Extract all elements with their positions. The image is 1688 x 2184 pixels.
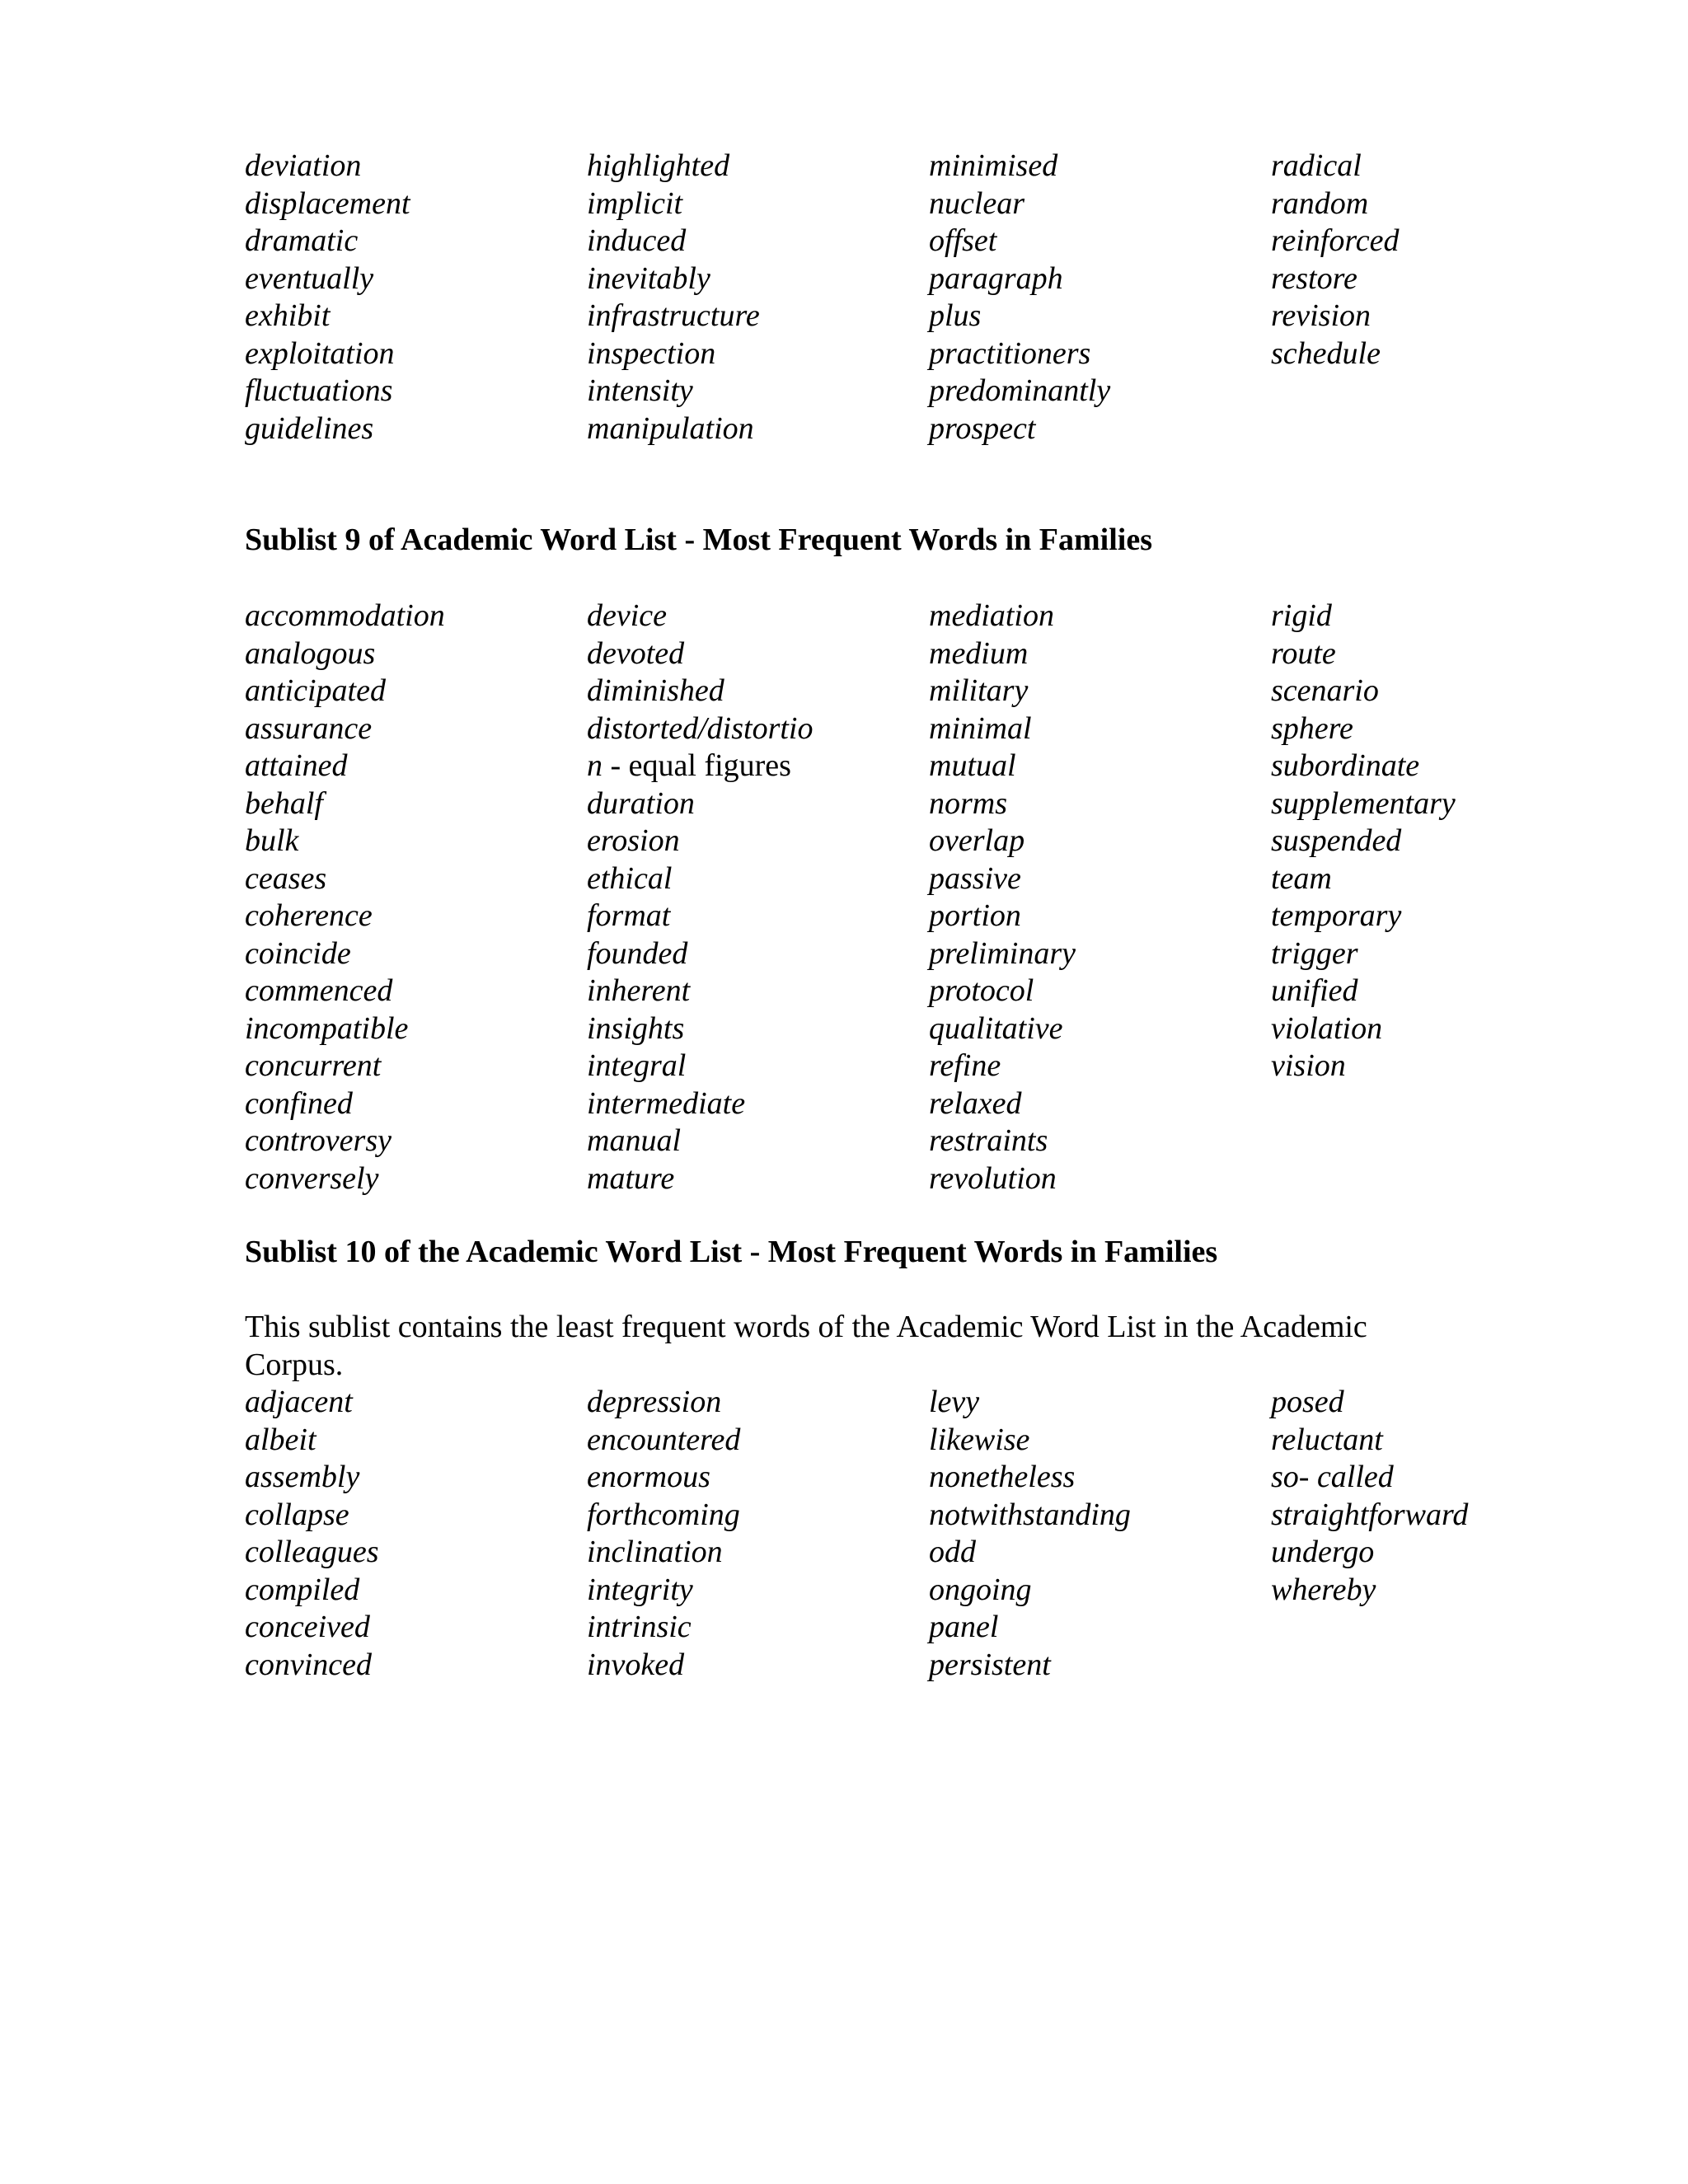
word: route [1271, 635, 1336, 671]
word: coincide [245, 935, 351, 971]
word: eventually [245, 260, 374, 296]
word: norms [929, 785, 1008, 821]
word: so- called [1271, 1460, 1394, 1494]
word: posed [1271, 1385, 1344, 1419]
word: devoted [587, 635, 685, 671]
word: portion [929, 898, 1021, 933]
word: infrastructure [587, 298, 760, 333]
word: prospect [929, 410, 1036, 446]
word: ongoing [929, 1572, 1032, 1607]
word: whereby [1271, 1572, 1376, 1607]
word: military [929, 673, 1029, 708]
word: undergo [1271, 1535, 1375, 1569]
word: concurrent [245, 1048, 382, 1083]
word: reinforced [1271, 223, 1400, 258]
word: insights [587, 1010, 685, 1046]
word: radical [1271, 148, 1362, 183]
word: colleagues [245, 1535, 379, 1569]
word: ethical [587, 860, 673, 896]
sublist-9-heading: Sublist 9 of Academic Word List - Most Frequent Words in Families [245, 523, 1152, 557]
sublist-9-column-4 [1271, 598, 1617, 1085]
word: intermediate [587, 1085, 746, 1121]
word: violation [1271, 1010, 1383, 1046]
word: format [587, 898, 671, 933]
word: subordinate [1271, 748, 1420, 783]
top-list-column-2 [587, 148, 933, 448]
top-list-column-1 [245, 148, 591, 448]
word: qualitative [929, 1010, 1063, 1046]
sublist-10-column-3 [929, 1384, 1275, 1684]
word: restore [1271, 260, 1357, 296]
word: device [587, 598, 668, 633]
word: inevitably [587, 260, 710, 296]
top-word-list [245, 148, 1605, 642]
word: integral [587, 1048, 687, 1083]
word: confined [245, 1085, 353, 1121]
word: plus [929, 298, 982, 333]
word: mediation [929, 598, 1054, 633]
sublist-9-column-1 [245, 598, 591, 1197]
word: fluctuations [245, 373, 393, 408]
word: induced [587, 223, 687, 258]
top-list-column-3 [929, 148, 1275, 448]
word: protocol [929, 973, 1034, 1008]
word: restraints [929, 1123, 1048, 1158]
word: medium [929, 635, 1029, 671]
word: overlap [929, 823, 1025, 858]
word: conceived [245, 1610, 370, 1644]
word: minimal [929, 710, 1032, 746]
word-fragment: n [587, 748, 603, 783]
word: manipulation [587, 410, 754, 446]
sublist-9-word-list [245, 598, 1605, 1207]
sublist-10-heading: Sublist 10 of the Academic Word List - Most Frequent Words in Families [245, 1235, 1218, 1269]
word: invoked [587, 1647, 685, 1682]
top-list-column-4 [1271, 148, 1617, 373]
word: panel [929, 1610, 999, 1644]
sublist-10-word-list [245, 1384, 1605, 1878]
word: assembly [245, 1460, 360, 1494]
word: suspended [1271, 823, 1402, 858]
sublist-10-intro: This sublist contains the least frequent words of the Academic Word List in the Academic Corpus. [245, 1310, 1367, 1382]
word-with-note [587, 748, 933, 785]
word: albeit [245, 1422, 316, 1457]
word: trigger [1271, 935, 1358, 971]
word: practitioners [929, 335, 1091, 371]
word: compiled [245, 1572, 360, 1607]
word: vision [1271, 1048, 1346, 1083]
word: reluctant [1271, 1422, 1383, 1457]
word: relaxed [929, 1085, 1022, 1121]
sublist-9-column-2 [587, 598, 933, 1197]
word: deviation [245, 148, 362, 183]
word: highlighted [587, 148, 730, 183]
word: straightforward [1271, 1497, 1469, 1532]
word: implicit [587, 185, 683, 221]
word: nuclear [929, 185, 1025, 221]
word: revolution [929, 1160, 1057, 1196]
word: schedule [1271, 335, 1381, 371]
word: rigid [1271, 598, 1332, 633]
word: intrinsic [587, 1610, 692, 1644]
word: odd [929, 1535, 976, 1569]
word: integrity [587, 1572, 693, 1607]
word: duration [587, 785, 695, 821]
word: inspection [587, 335, 716, 371]
word: erosion [587, 823, 680, 858]
word: revision [1271, 298, 1372, 333]
word: mature [587, 1160, 675, 1196]
word: passive [929, 860, 1021, 896]
word: bulk [245, 823, 299, 858]
word: ceases [245, 860, 327, 896]
word: intensity [587, 373, 693, 408]
word: temporary [1271, 898, 1402, 933]
word: accommodation [245, 598, 445, 633]
word: collapse [245, 1497, 349, 1532]
word: random [1271, 185, 1369, 221]
word: notwithstanding [929, 1497, 1131, 1532]
word: levy [929, 1385, 980, 1419]
word: guidelines [245, 410, 374, 446]
word: adjacent [245, 1385, 353, 1419]
word: sphere [1271, 710, 1353, 746]
word: minimised [929, 148, 1058, 183]
word: manual [587, 1123, 681, 1158]
word: assurance [245, 710, 373, 746]
word: team [1271, 860, 1332, 896]
word: conversely [245, 1160, 379, 1196]
word: distorted/distortio [587, 710, 814, 746]
word: behalf [245, 785, 323, 821]
word: analogous [245, 635, 376, 671]
word: nonetheless [929, 1460, 1076, 1494]
word: controversy [245, 1123, 392, 1158]
word: depression [587, 1385, 722, 1419]
word: likewise [929, 1422, 1030, 1457]
sublist-10-column-1 [245, 1384, 591, 1684]
equal-figures-note: - equal figures [603, 748, 791, 783]
word: predominantly [929, 373, 1111, 408]
word: commenced [245, 973, 393, 1008]
word: preliminary [929, 935, 1076, 971]
word: inclination [587, 1535, 723, 1569]
word: supplementary [1271, 785, 1456, 821]
word: incompatible [245, 1010, 409, 1046]
sublist-10-column-2 [587, 1384, 933, 1684]
word: mutual [929, 748, 1016, 783]
word: exploitation [245, 335, 395, 371]
word: founded [587, 935, 688, 971]
word: diminished [587, 673, 724, 708]
word: persistent [929, 1647, 1051, 1682]
word: dramatic [245, 223, 359, 258]
word: refine [929, 1048, 1001, 1083]
word: convinced [245, 1647, 373, 1682]
sublist-10-column-4 [1271, 1384, 1617, 1609]
word: inherent [587, 973, 691, 1008]
word: attained [245, 748, 348, 783]
word: exhibit [245, 298, 331, 333]
word: forthcoming [587, 1497, 740, 1532]
word: scenario [1271, 673, 1379, 708]
word: enormous [587, 1460, 710, 1494]
word: coherence [245, 898, 373, 933]
word: unified [1271, 973, 1358, 1008]
word: anticipated [245, 673, 386, 708]
word: offset [929, 223, 997, 258]
word: encountered [587, 1422, 741, 1457]
word: paragraph [929, 260, 1063, 296]
sublist-9-column-3 [929, 598, 1275, 1197]
word: displacement [245, 185, 410, 221]
